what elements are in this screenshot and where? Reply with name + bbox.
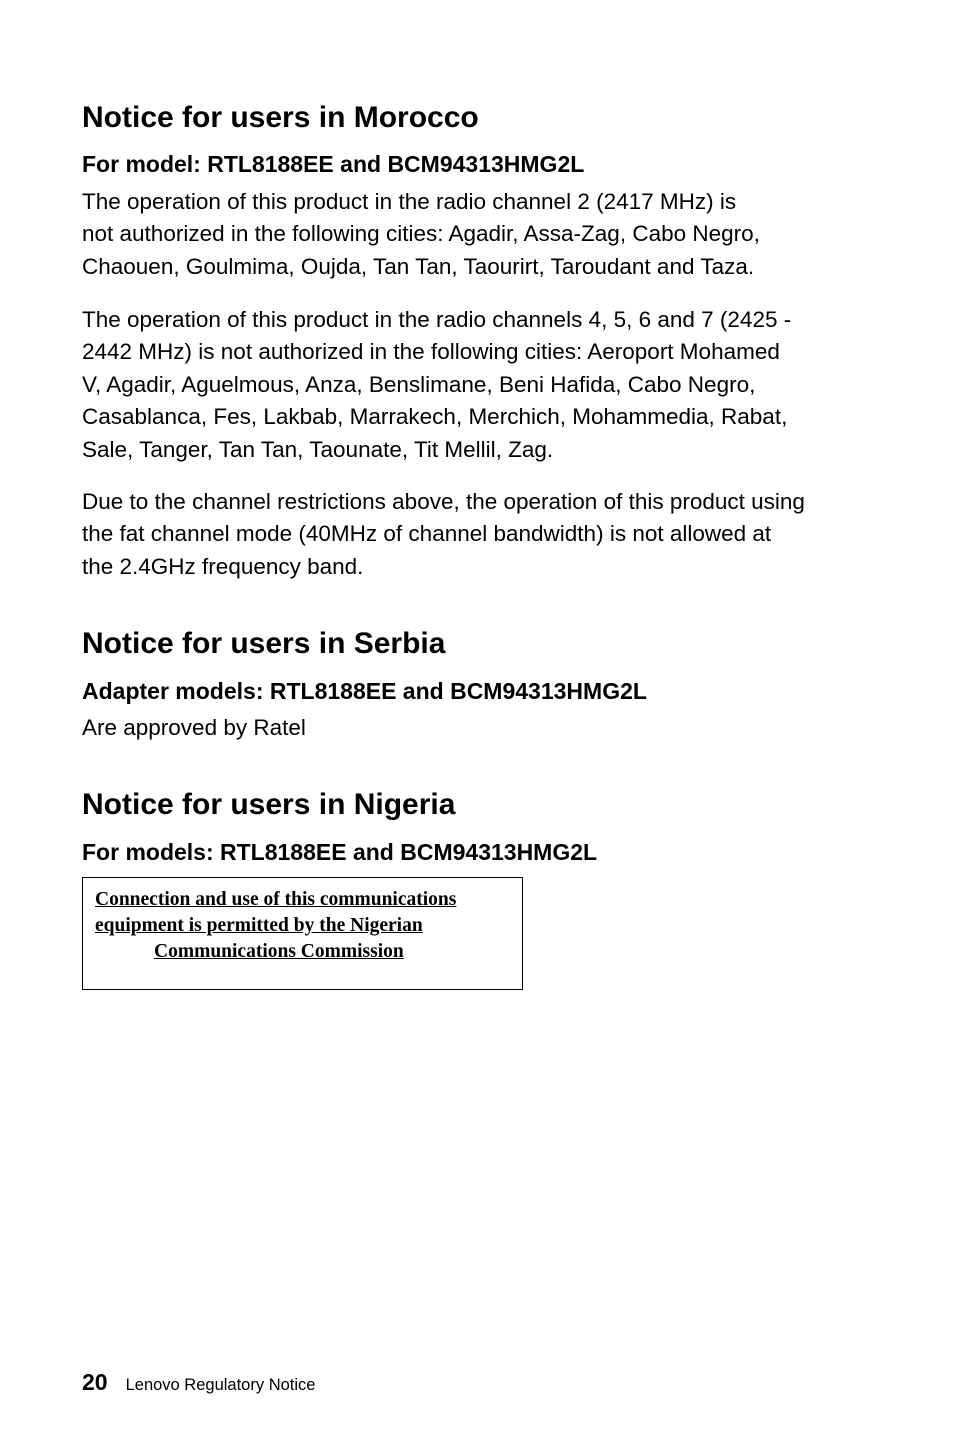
text-line: Casablanca, Fes, Lakbab, Marrakech, Merchich, Mohammedia, Rabat, bbox=[82, 404, 788, 430]
text-line: The operation of this product in the radio channel 2 (2417 MHz) is bbox=[82, 189, 737, 214]
text-line: 2442 MHz) is not authorized in the following cities: Aeroport Mohamed bbox=[82, 339, 780, 365]
stamp-line: equipment is permitted by the Nigerian bbox=[95, 915, 423, 936]
serbia-body bbox=[82, 712, 306, 744]
ncc-approval-box bbox=[82, 877, 523, 990]
page-footer bbox=[82, 1366, 315, 1401]
text-line: the fat channel mode (40MHz of channel bandwidth) is not allowed at bbox=[82, 521, 772, 547]
page-number: 20 bbox=[82, 1369, 108, 1395]
text-line: not authorized in the following cities: Agadir, Assa-Zag, Cabo Negro, bbox=[82, 221, 760, 247]
text-line: Are approved by Ratel bbox=[82, 715, 306, 740]
morocco-paragraph-2 bbox=[82, 304, 791, 466]
text-line: the 2.4GHz frequency band. bbox=[82, 553, 364, 579]
serbia-heading: Notice for users in Serbia bbox=[82, 627, 446, 660]
text-line: Due to the channel restrictions above, the operation of this product using bbox=[82, 489, 805, 514]
nigeria-heading: Notice for users in Nigeria bbox=[82, 788, 456, 821]
text-line: Chaouen, Goulmima, Oujda, Tan Tan, Taourirt, Taroudant and Taza. bbox=[82, 253, 755, 279]
document-title: Lenovo Regulatory Notice bbox=[125, 1376, 316, 1394]
text-line: Sale, Tanger, Tan Tan, Taounate, Tit Mellil, Zag. bbox=[82, 436, 554, 462]
morocco-heading: Notice for users in Morocco bbox=[82, 101, 479, 134]
text-line: The operation of this product in the radio channels 4, 5, 6 and 7 (2425 - bbox=[82, 307, 792, 332]
nigeria-subheading: For models: RTL8188EE and BCM94313HMG2L bbox=[82, 839, 598, 865]
morocco-paragraph-3 bbox=[82, 486, 805, 583]
text-line: V, Agadir, Aguelmous, Anza, Benslimane, Beni Hafida, Cabo Negro, bbox=[82, 371, 756, 397]
ncc-approval-text bbox=[95, 887, 515, 965]
stamp-line: Communications Commission bbox=[154, 941, 404, 962]
morocco-subheading: For model: RTL8188EE and BCM94313HMG2L bbox=[82, 151, 585, 177]
serbia-subheading: Adapter models: RTL8188EE and BCM94313HMG2L bbox=[82, 678, 647, 704]
stamp-line: Connection and use of this communications bbox=[95, 889, 457, 910]
morocco-paragraph-1 bbox=[82, 186, 760, 283]
